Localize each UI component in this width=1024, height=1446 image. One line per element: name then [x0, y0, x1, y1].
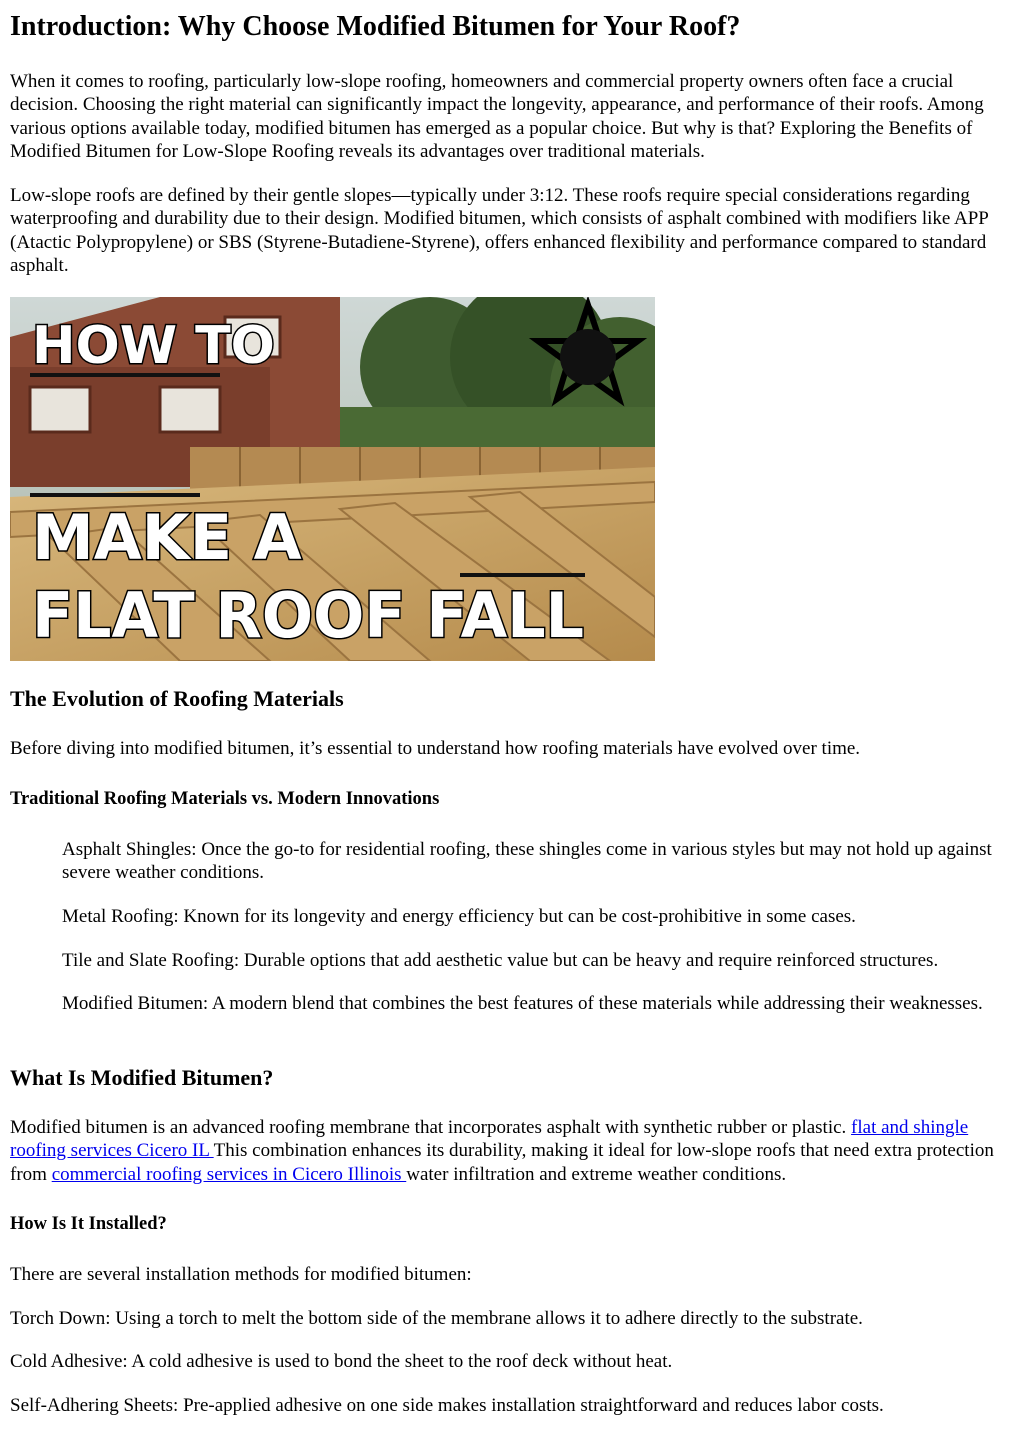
what-is-text-part-2: This combination enhances its durability, making it ideal for low-slope roofs that need extra protection from: [10, 1140, 994, 1185]
section-heading-what-is: What Is Modified Bitumen?: [10, 1065, 274, 1090]
evolution-paragraph: [10, 737, 1014, 760]
what-is-text-part-1: Modified bitumen is an advanced roofing membrane that incorporates asphalt with synthetic rubber or plastic.: [10, 1117, 852, 1138]
hero-headline-line-2: MAKE A: [32, 501, 302, 574]
install-intro: [10, 1263, 1014, 1286]
list-item: Tile and Slate Roofing: Durable options that add aesthetic value but can be heavy and require reinforced structures.: [62, 950, 939, 971]
what-is-paragraph: [10, 1116, 1014, 1186]
install-intro-text: There are several installation methods for modified bitumen:: [10, 1264, 472, 1285]
install-method-torch: [10, 1307, 1014, 1330]
section-heading-evolution: The Evolution of Roofing Materials: [10, 686, 344, 711]
install-method-text: Cold Adhesive: A cold adhesive is used to bond the sheet to the roof deck without heat.: [10, 1351, 673, 1372]
what-is-text-part-3: water infiltration and extreme weather conditions.: [406, 1163, 787, 1185]
install-method-text: Torch Down: Using a torch to melt the bottom side of the membrane allows it to adhere directly to the substrate.: [10, 1308, 863, 1329]
list-item: Metal Roofing: Known for its longevity and energy efficiency but can be cost-prohibitive in some cases.: [62, 906, 856, 927]
hero-headline-line-3: FLAT ROOF FALL: [32, 579, 584, 652]
link-commercial-roofing[interactable]: commercial roofing services in Cicero Illinois: [51, 1163, 407, 1185]
intro-paragraph-2: [10, 184, 1014, 277]
list-item: Asphalt Shingles: Once the go-to for residential roofing, these shingles come in various styles but may not hold up against severe weather conditions.: [62, 839, 992, 884]
evolution-text: Before diving into modified bitumen, it’s essential to understand how roofing materials have evolved over time.: [10, 738, 861, 759]
install-method-cold: [10, 1350, 1014, 1373]
subheading-how-installed: How Is It Installed?: [10, 1214, 167, 1234]
subheading-traditional-vs-modern: Traditional Roofing Materials vs. Modern Innovations: [10, 789, 440, 809]
intro-paragraph-1: [10, 70, 1014, 163]
section-what-is: [10, 1064, 1014, 1092]
hero-image: [10, 297, 655, 661]
install-method-self-adhering: [10, 1394, 1014, 1417]
section-evolution: [10, 685, 1014, 713]
page-title: Introduction: Why Choose Modified Bitumen for Your Roof?: [10, 11, 741, 42]
what-is-text: [10, 1116, 1014, 1186]
install-method-text: Self-Adhering Sheets: Pre-applied adhesive on one side makes installation straightforward and reduces labor costs.: [10, 1395, 884, 1416]
intro-text-2: Low-slope roofs are defined by their gentle slopes—typically under 3:12. These roofs require special considerations regarding waterproofing and durability due to their design. Modified bitumen, which consists of asphalt combined with modifiers like APP (Atactic Polypropylene) or SBS (Styrene-Butadiene-Styrene), offers enhanced flexibility and performance compared to standard asphalt.: [10, 185, 989, 276]
link-flat-shingle-roofing[interactable]: flat and shingle roofing services Cicero IL: [10, 1117, 969, 1162]
list-item: Modified Bitumen: A modern blend that combines the best features of these materials while addressing their weaknesses.: [62, 993, 983, 1014]
intro-text-1: When it comes to roofing, particularly low-slope roofing, homeowners and commercial property owners often face a crucial decision. Choosing the right material can significantly impact the longevity, appearance, and performance of their roofs. Among various options available today, modified bitumen has emerged as a popular choice. But why is that? Exploring the Benefits of Modified Bitumen for Low-Slope Roofing reveals its advantages over traditional materials.: [10, 71, 984, 162]
section-install: [10, 1212, 1014, 1236]
hero-headline-line-1: HOW TO: [32, 316, 275, 376]
traditional-vs-modern: [10, 787, 1014, 811]
